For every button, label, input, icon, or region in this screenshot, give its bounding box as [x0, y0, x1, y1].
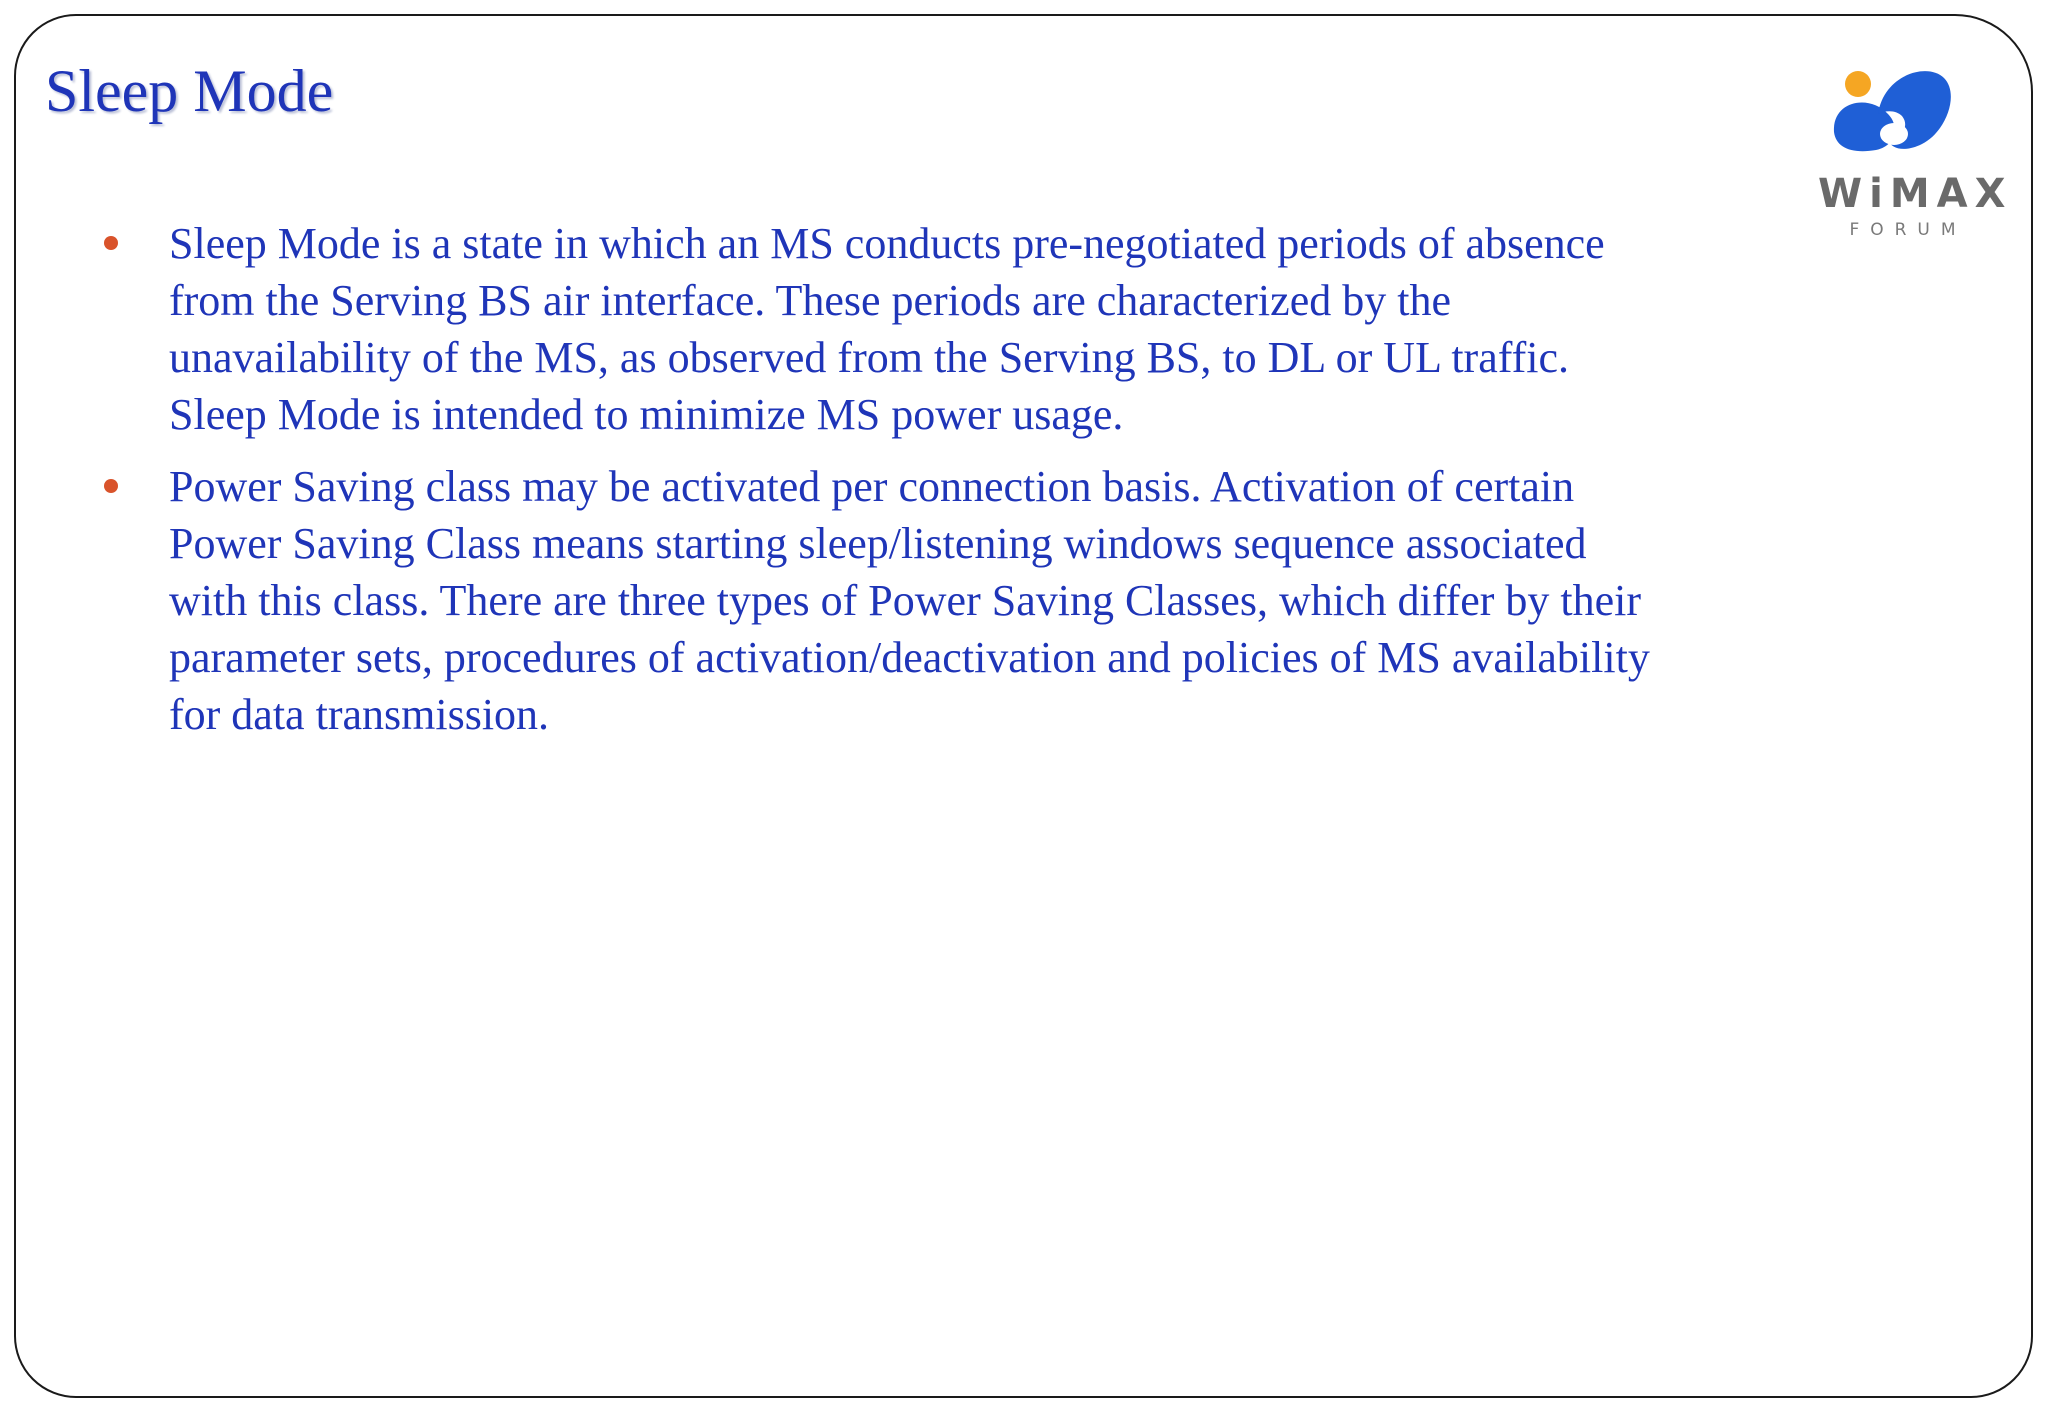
bullet-item: [95, 458, 1655, 743]
slide-title: Sleep Mode: [45, 58, 334, 124]
wimax-forum-logo: [1818, 54, 2013, 254]
bullet-text: Sleep Mode is a state in which an MS conducts pre-negotiated periods of absence from the Serving BS air interface. These periods are characterized by the unavailability of the MS, as observed from the Serving BS, to DL or UL traffic. Sleep Mode is intended to minimize MS power usage.: [169, 219, 1605, 439]
bullet-dot-icon: [104, 236, 118, 250]
logo-orange-dot: [1845, 71, 1871, 97]
logo-wordmark: WiMAX: [1818, 171, 2013, 217]
bullet-text: Power Saving class may be activated per connection basis. Activation of certain Power Saving Class means starting sleep/listening windows sequence associated with this class. There are three types of Power Saving Classes, which differ by their parameter sets, procedures of activation/deactivation and policies of MS availability for data transmission.: [169, 462, 1650, 739]
logo-subtitle: FORUM: [1849, 220, 1967, 240]
bullet-dot-icon: [104, 479, 118, 493]
bullet-item: [95, 215, 1655, 443]
logo-white-hole: [1880, 123, 1908, 145]
wimax-forum-logo-icon: [1818, 54, 1998, 174]
bullet-list: [95, 215, 1655, 758]
